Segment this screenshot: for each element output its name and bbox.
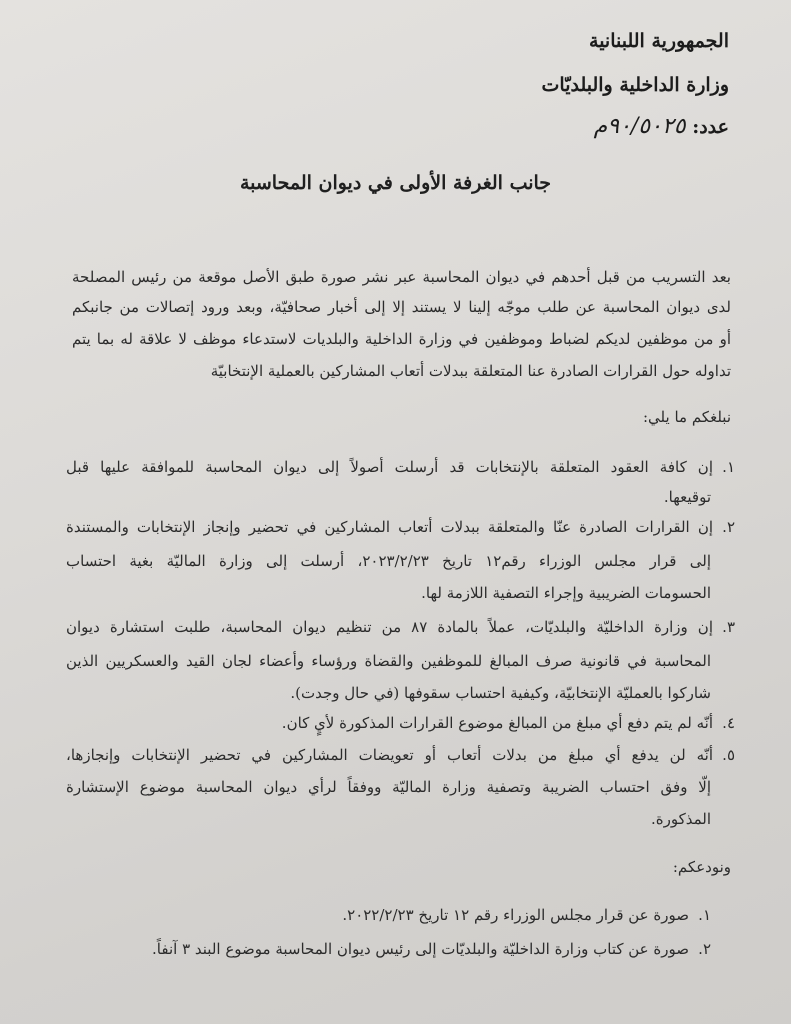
intro-line: بعد التسريب من قبل أحدهم في ديوان المحاسبة عبر نشر صورة طبق الأصل موقعة من رئيس المصلحة — [72, 268, 731, 286]
list-number: ١. — [722, 458, 735, 476]
list-text: أنّه لن يدفع أي مبلغ من بدلات أتعاب أو تعويضات المشاركين في تحضير الإنتخابات وإنجازها، — [66, 746, 713, 764]
letter-title: جانب الغرفة الأولى في ديوان المحاسبة — [239, 172, 552, 194]
list-text: المذكورة. — [650, 810, 711, 828]
intro-line: أو من موظفين لديكم لضباط وموظفين في وزارة الداخلية والبلديات لاستدعاء موظف لا علاقة له بما يتم — [72, 330, 731, 348]
attachment-item — [0, 906, 711, 924]
list-text: الحسومات الضريبية وإجراء التصفية اللازمة لها. — [421, 584, 711, 602]
list-item — [66, 746, 735, 764]
list-item — [66, 458, 735, 476]
attachment-number: ١. — [698, 906, 711, 924]
list-number: ٣. — [722, 618, 735, 636]
list-number: ٢. — [722, 518, 735, 536]
list-text: إلّا وفق احتساب الضريبة وتصفية وزارة الماليّة ووفقاً لرأي ديوان المحاسبة موضوع الإستشارة — [66, 778, 711, 796]
attachment-number: ٢. — [698, 940, 711, 958]
list-text: إن وزارة الداخليّة والبلديّات، عملاً بالمادة ٨٧ من تنظيم ديوان المحاسبة، طلبت استشارة ديوان — [66, 618, 713, 636]
list-number: ٤. — [722, 714, 735, 732]
intro-line: لدى ديوان المحاسبة عن طلب موجّه إلينا لا يستند إلا إلى أخبار صحافيّة، وبعد ورود إتصالات من جانبكم — [72, 298, 731, 316]
reference-value: ٩٠/٥٠٢٥م — [593, 114, 686, 139]
header-ministry: وزارة الداخلية والبلديّات — [541, 74, 729, 96]
list-text: المحاسبة في قانونية صرف المبالغ للموظفين والقضاة ورؤساء وأعضاء لجان القيد والعسكريين الذين — [66, 652, 711, 670]
list-text: توقيعها. — [663, 488, 711, 506]
header-republic: الجمهورية اللبنانية — [589, 30, 729, 52]
list-item — [0, 714, 735, 732]
reference-label: عدد: — [692, 116, 729, 138]
inform-heading: نبلغكم ما يلي: — [642, 408, 731, 426]
list-text: إن كافة العقود المتعلقة بالإنتخابات قد أرسلت أصولاً إلى ديوان المحاسبة للموافقة عليها قبل — [66, 458, 713, 476]
list-text: شاركوا بالعمليّة الإنتخابيّة، وكيفية احتساب سقوفها (في حال وجدت). — [290, 684, 711, 702]
attachments-heading: ونودعكم: — [672, 858, 731, 876]
intro-line: تداوله حول القرارات الصادرة عنا المتعلقة ببدلات أتعاب المشاركين بالعملية الإنتخابيّة — [210, 362, 731, 380]
attachment-item — [0, 940, 711, 958]
list-item — [66, 618, 735, 636]
list-item — [66, 518, 735, 536]
list-number: ٥. — [722, 746, 735, 764]
attachment-text: صورة عن قرار مجلس الوزراء رقم ١٢ تاريخ ٢٠٢٢/٢/٢٣. — [342, 906, 689, 924]
list-text: أنّه لم يتم دفع أي مبلغ من المبالغ موضوع القرارات المذكورة لأيٍ كان. — [281, 714, 713, 732]
reference-number — [0, 114, 791, 139]
attachment-text: صورة عن كتاب وزارة الداخليّة والبلديّات إلى رئيس ديوان المحاسبة موضوع البند ٣ آنفاً. — [152, 940, 689, 958]
list-text: إن القرارات الصادرة عنّا والمتعلقة ببدلات أتعاب المشاركين في تحضير وإنجاز الإنتخابات والمستندة — [66, 518, 713, 536]
list-text: إلى قرار مجلس الوزراء رقم١٢ تاريخ ٢٠٢٣/٢/٢٣، أرسلت إلى وزارة الماليّة بغية احتساب — [66, 552, 711, 570]
